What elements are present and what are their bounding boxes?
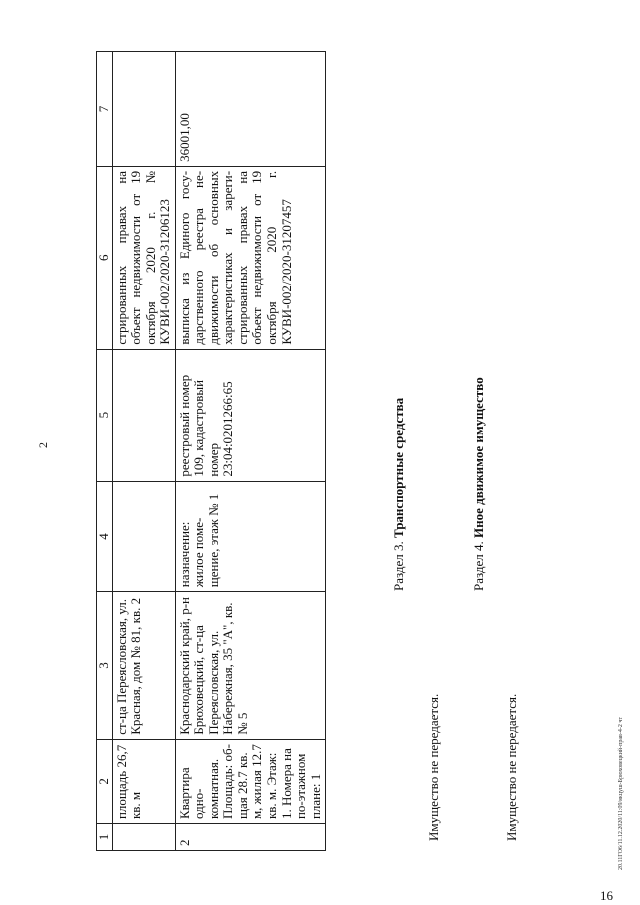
- table-cell: [112, 824, 175, 851]
- property-table: [96, 51, 326, 851]
- table-cell: Квартира одно-комнатная. Площадь: об-щая 28.7 кв. м, жилая 12.7 кв. м. Этаж: 1. Номера на по-этажном плане: 1: [175, 739, 325, 823]
- table-cell: [112, 52, 175, 167]
- header-cell: 4: [97, 481, 113, 592]
- table-cell: 2: [175, 824, 325, 851]
- section4-title: Раздел 4. Иное движимое имущество: [471, 377, 486, 591]
- header-cell: 2: [97, 739, 113, 823]
- table-header-row: [97, 52, 113, 851]
- section3-title: Раздел 3. Транспортные средства: [391, 397, 406, 591]
- table-cell: назначение: жилое поме-щение, этаж № 1: [175, 481, 325, 592]
- page-number: 2: [36, 442, 50, 448]
- table-row: [175, 52, 325, 851]
- section3-note: Имущество не передается.: [426, 693, 441, 841]
- table-cell: 36001,00: [175, 52, 325, 167]
- header-cell: 6: [97, 166, 113, 349]
- table-cell: ст-ца Переясловская, ул. Красная, дом № 81, кв. 2: [112, 592, 175, 739]
- table-row: [112, 52, 175, 851]
- header-cell: 7: [97, 52, 113, 167]
- table-cell: [112, 349, 175, 481]
- section4-note: Имущество не передается.: [504, 693, 519, 841]
- footer-code: 20.11ГО6/11.12.2020/11:09/якцуш-Брюховецкий-прав-4-2 чт: [618, 717, 624, 870]
- table-cell: площадь 26,7 кв. м: [112, 739, 175, 823]
- table-cell: реестровый номер 109, кадастровый номер 23:04:0201266:65: [175, 349, 325, 481]
- header-cell: 3: [97, 592, 113, 739]
- table-cell: выписка из Единого госу-дарственного реестра не-движимости об основных характеристиках и зареги-стрированных правах на объект недвижимости от 19 октября 2020 г. КУВИ-002/2020-31207457: [175, 166, 325, 349]
- table-cell: [112, 481, 175, 592]
- table-cell: стрированных правах на объект недвижимости от 19 октября 2020 г. № КУВИ-002/2020-31206123: [112, 166, 175, 349]
- header-cell: 1: [97, 824, 113, 851]
- table-cell: Краснодарский край, р-н Брюховецкий, ст-ца Переясловская, ул. Набережная, 35 "А", кв. № 5: [175, 592, 325, 739]
- header-cell: 5: [97, 349, 113, 481]
- sheet-number: 16: [600, 888, 613, 903]
- rotated-content: [96, 51, 616, 851]
